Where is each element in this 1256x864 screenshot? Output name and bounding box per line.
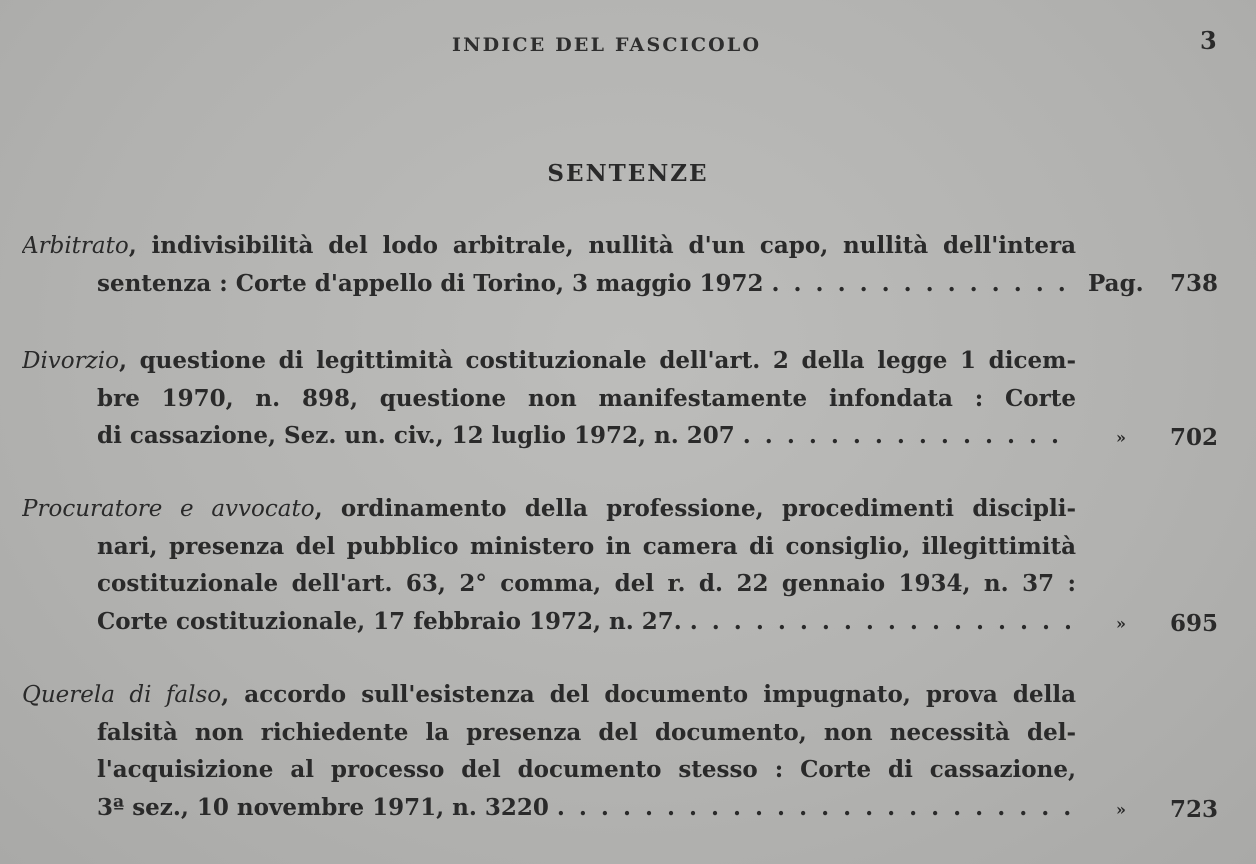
- index-entry-arbitrato: [22, 227, 1218, 302]
- entry-text: , questione di legittimità costituzionale dell'art. 2 della legge 1 dicem-: [118, 347, 1076, 374]
- entry-page-number: 695: [1169, 609, 1218, 637]
- entry-text: sentenza : Corte d'appello di Torino, 3 maggio 1972: [97, 269, 764, 297]
- entry-text: bre 1970, n. 898, questione non manifestamente infondata : Corte: [97, 384, 1076, 412]
- entry-page-number: 702: [1169, 424, 1218, 451]
- running-head-title: INDICE DEL FASCICOLO: [452, 34, 762, 56]
- entry-line: [22, 789, 1218, 827]
- entry-text: di cassazione, Sez. un. civ., 12 luglio 1972, n. 207: [97, 422, 735, 449]
- entry-keyword: Querela di falso: [22, 682, 222, 708]
- entry-text: , accordo sull'esistenza del documento impugnato, prova della: [221, 681, 1077, 708]
- section-title: SENTENZE: [547, 160, 709, 187]
- entry-page-number: 723: [1169, 795, 1218, 823]
- entry-text: nari, presenza del pubblico ministero in camera di consiglio, illegittimità: [97, 532, 1076, 560]
- entry-line: [22, 676, 1218, 714]
- entry-line: [22, 490, 1218, 528]
- entry-text: 3ª sez., 10 novembre 1971, n. 3220: [97, 793, 549, 821]
- entry-line: [22, 227, 1218, 265]
- entry-page-number: 738: [1169, 269, 1218, 297]
- index-entry-procuratore: [22, 490, 1218, 640]
- page-label: Pag.: [1088, 269, 1144, 297]
- entry-text: l'acquisizione al processo del documento stesso : Corte di cassazione,: [97, 756, 1076, 783]
- entry-line: [22, 603, 1218, 641]
- leader-dots: [743, 417, 1070, 455]
- entry-keyword: Divorzio: [22, 348, 119, 374]
- entry-text: , indivisibilità del lodo arbitrale, nullità d'un capo, nullità dell'intera: [128, 232, 1076, 259]
- leader-dots: [557, 789, 1070, 827]
- entry-text: , ordinamento della professione, procedimenti discipli-: [314, 495, 1077, 522]
- entry-line: [22, 751, 1218, 789]
- page-reference: [1078, 791, 1218, 827]
- entry-text: costituzionale dell'art. 63, 2° comma, del r. d. 22 gennaio 1934, n. 37 :: [97, 570, 1076, 597]
- entry-line: [22, 714, 1218, 752]
- page-reference: [1078, 265, 1218, 303]
- entry-line: [22, 565, 1218, 603]
- entry-line: [22, 528, 1218, 566]
- ditto-mark: »: [1116, 428, 1126, 447]
- entry-line: [22, 342, 1218, 380]
- entry-line: [22, 265, 1218, 303]
- leader-dots: [772, 265, 1070, 303]
- index-entry-divorzio: [22, 342, 1218, 455]
- entry-keyword: Arbitrato: [22, 233, 129, 259]
- entry-text: Corte costituzionale, 17 febbraio 1972, n. 27.: [97, 607, 682, 635]
- entry-text: falsità non richiedente la presenza del documento, non necessità del-: [97, 718, 1076, 746]
- page-reference: [1078, 419, 1218, 455]
- leader-dots: [690, 603, 1070, 641]
- entry-line: [22, 380, 1218, 418]
- index-entry-querela: [22, 676, 1218, 826]
- entry-keyword: Procuratore e avvocato: [22, 496, 315, 522]
- ditto-mark: »: [1116, 799, 1126, 819]
- page-number: 3: [1200, 26, 1217, 55]
- entry-line: [22, 417, 1218, 455]
- ditto-mark: »: [1116, 613, 1126, 633]
- page-reference: [1078, 605, 1218, 641]
